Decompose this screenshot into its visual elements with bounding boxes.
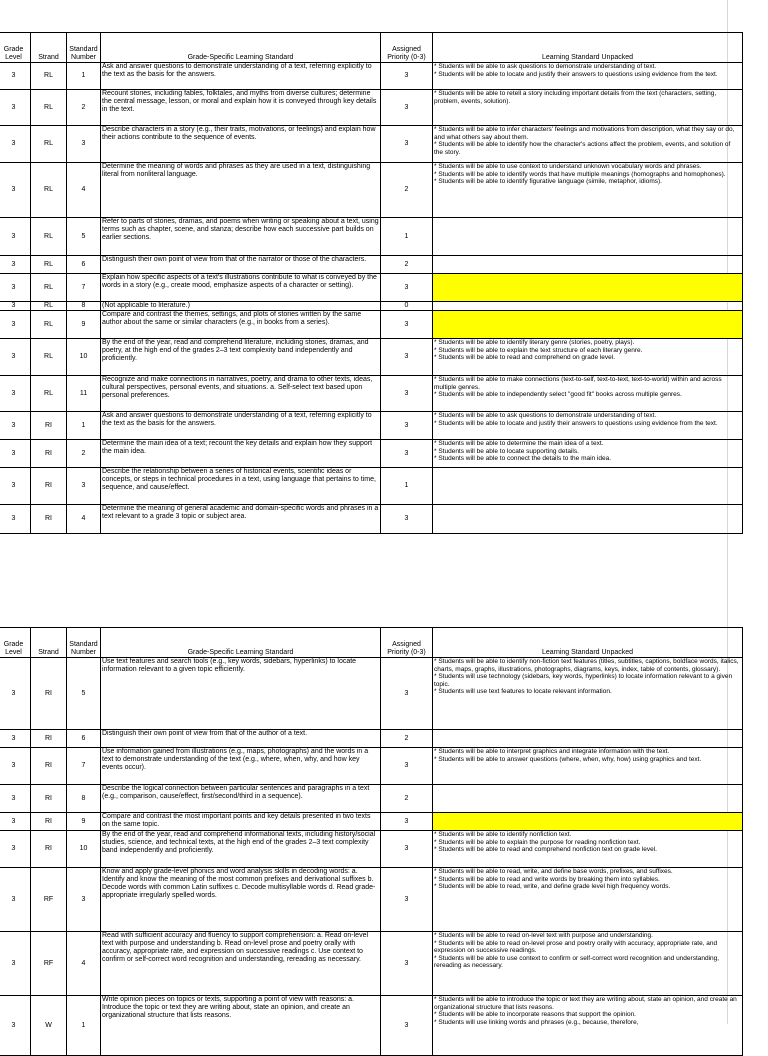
standard-text-cell: Write opinion pieces on topics or texts, supporting a point of view with reasons: a. Introduce the topic or text they are writing about, state an opinion, and create an organizational structure that lists reasons. <box>101 996 381 1056</box>
priority-cell: 3 <box>381 658 433 730</box>
priority-cell: 3 <box>381 868 433 932</box>
unpacked-line: * Students will be able to independently select "good fit" books across multiple genres. <box>434 391 682 398</box>
unpacked-line: * Students will use technology (sidebars, key words, hyperlinks) to locate information relevant to a given topic. <box>434 673 733 688</box>
unpacked-line: * Students will be able to answer questions (where, when, why, how) using graphics and text. <box>434 755 702 763</box>
table-row <box>0 505 743 534</box>
standard-text-cell: Recognize and make connections in narratives, poetry, and drama to other texts, ideas, cultural perspectives, personal events, and situations. a. Self-select text based upon personal preferences. <box>101 376 381 412</box>
unpacked-line: * Students will be able to interpret graphics and integrate information with the text. <box>434 748 670 755</box>
unpacked-cell <box>433 831 743 868</box>
standard-number-cell: 9 <box>67 813 101 831</box>
unpacked-line: * Students will be able to locate and justify their answers to questions using evidence from the text. <box>434 70 718 78</box>
standard-number-cell: 9 <box>67 311 101 339</box>
header-strand: Strand <box>31 628 67 658</box>
standard-number-cell: 10 <box>67 339 101 376</box>
standard-number-cell: 11 <box>67 376 101 412</box>
grade-cell: 3 <box>0 730 31 748</box>
grade-cell: 3 <box>0 831 31 868</box>
standard-number-cell: 4 <box>67 163 101 218</box>
grade-cell: 3 <box>0 440 31 468</box>
unpacked-cell <box>433 218 743 256</box>
grade-cell: 3 <box>0 163 31 218</box>
header-grade-level: Grade Level <box>0 33 31 63</box>
table-row <box>0 996 743 1056</box>
priority-cell: 3 <box>381 63 433 90</box>
unpacked-line: * Students will be able to identify literary genre (stories, poetry, plays). <box>434 339 635 346</box>
standard-number-cell: 8 <box>67 302 101 311</box>
strand-cell: RL <box>31 311 67 339</box>
unpacked-cell <box>433 730 743 748</box>
priority-cell: 3 <box>381 412 433 440</box>
standard-number-cell: 10 <box>67 831 101 868</box>
table-row <box>0 868 743 932</box>
unpacked-cell <box>433 813 743 831</box>
standard-text-cell: Distinguish their own point of view from that of the author of a text. <box>101 730 381 748</box>
strand-cell: RL <box>31 163 67 218</box>
standards-table-2-wrapper <box>0 627 768 1029</box>
table-row <box>0 376 743 412</box>
standard-number-cell: 2 <box>67 90 101 126</box>
strand-cell: RL <box>31 302 67 311</box>
table-row <box>0 90 743 126</box>
grade-cell: 3 <box>0 785 31 813</box>
grade-cell: 3 <box>0 932 31 996</box>
unpacked-line: * Students will be able to identify non-fiction text features (titles, subtitles, captions, boldface words, italics, charts, maps, graphs, illustrations, photographs, diagrams, keys, index, table of contents, glossary). <box>434 658 739 673</box>
unpacked-cell <box>433 748 743 785</box>
priority-cell: 3 <box>381 932 433 996</box>
strand-cell: RI <box>31 748 67 785</box>
unpacked-line: * Students will be able to read and comprehend nonfiction text on grade level. <box>434 846 657 853</box>
table-row <box>0 813 743 831</box>
table-row <box>0 730 743 748</box>
standard-text-cell: Know and apply grade-level phonics and word analysis skills in decoding words: a. Identify and know the meaning of the most common prefixes and derivational suffixes b. Decode words with common Latin suffixes c. Decode multisyllable words d. Read grade-appropriate irregularly spelled words. <box>101 868 381 932</box>
standard-number-cell: 7 <box>67 748 101 785</box>
table-row <box>0 126 743 163</box>
unpacked-line: * Students will be able to identify figurative language (simile, metaphor, idioms). <box>434 178 662 185</box>
standard-number-cell: 3 <box>67 868 101 932</box>
unpacked-cell <box>433 63 743 90</box>
table-row <box>0 831 743 868</box>
unpacked-line: * Students will be able to read, write, and define grade level high frequency words. <box>434 883 671 890</box>
header-standard-number: Standard Number <box>67 628 101 658</box>
grade-cell: 3 <box>0 218 31 256</box>
standard-text-cell: Read with sufficient accuracy and fluency to support comprehension: a. Read on-level text with purpose and understanding b. Read on-level prose and poetry orally with accuracy, appropriate rate, and expression on successive readings c. Use context to confirm or self-correct word recognition and understanding, rereading as necessary. <box>101 932 381 996</box>
header-learning-standard: Grade-Specific Learning Standard <box>101 33 381 63</box>
header-grade-level: Grade Level <box>0 628 31 658</box>
unpacked-cell <box>433 658 743 730</box>
grade-cell: 3 <box>0 274 31 302</box>
standard-text-cell: By the end of the year, read and comprehend literature, including stories, dramas, and poetry, at the high end of the grades 2–3 text complexity band independently and proficiently. <box>101 339 381 376</box>
unpacked-cell <box>433 468 743 505</box>
priority-cell: 3 <box>381 831 433 868</box>
strand-cell: RL <box>31 274 67 302</box>
unpacked-line: * Students will be able to read and comprehend on grade level. <box>434 354 616 361</box>
priority-cell: 3 <box>381 505 433 534</box>
priority-cell: 1 <box>381 468 433 505</box>
strand-cell: RI <box>31 831 67 868</box>
strand-cell: RF <box>31 868 67 932</box>
table-row <box>0 311 743 339</box>
table-row <box>0 748 743 785</box>
unpacked-cell <box>433 339 743 376</box>
unpacked-line: * Students will be able to read on-level text with purpose and understanding. <box>434 932 653 939</box>
grade-cell: 3 <box>0 748 31 785</box>
unpacked-cell <box>433 505 743 534</box>
unpacked-line: * Students will be able to connect the details to the main idea. <box>434 455 612 462</box>
header-row <box>0 33 743 63</box>
table-row <box>0 658 743 730</box>
table-row <box>0 274 743 302</box>
unpacked-cell <box>433 785 743 813</box>
unpacked-line: * Students will be able to locate supporting details. <box>434 447 579 455</box>
table-row <box>0 63 743 90</box>
grade-cell: 3 <box>0 468 31 505</box>
priority-cell: 3 <box>381 339 433 376</box>
strand-cell: RI <box>31 813 67 831</box>
standard-text-cell: (Not applicable to literature.) <box>101 302 381 311</box>
standard-number-cell: 1 <box>67 63 101 90</box>
table-row <box>0 339 743 376</box>
standard-text-cell: Compare and contrast the themes, settings, and plots of stories written by the same author about the same or similar characters (e.g., in books from a series). <box>101 311 381 339</box>
grade-cell: 3 <box>0 126 31 163</box>
strand-cell: RL <box>31 63 67 90</box>
unpacked-line: * Students will be able to determine the main idea of a text. <box>434 440 604 447</box>
standard-number-cell: 5 <box>67 218 101 256</box>
table-row <box>0 932 743 996</box>
strand-cell: RL <box>31 126 67 163</box>
unpacked-line: * Students will be able to make connections (text-to-self, text-to-text, text-to-world) within and across multiple genres. <box>434 376 722 391</box>
unpacked-cell <box>433 302 743 311</box>
grade-cell: 3 <box>0 505 31 534</box>
grade-cell: 3 <box>0 658 31 730</box>
grade-cell: 3 <box>0 996 31 1056</box>
priority-cell: 2 <box>381 785 433 813</box>
header-assigned-priority: Assigned Priority (0-3) <box>381 33 433 63</box>
unpacked-line: * Students will be able to ask questions to demonstrate understanding of text. <box>434 63 657 70</box>
priority-cell: 2 <box>381 730 433 748</box>
header-learning-standard: Grade-Specific Learning Standard <box>101 628 381 658</box>
unpacked-line: * Students will be able to read, write, and define base words, prefixes, and suffixes. <box>434 868 673 875</box>
standard-text-cell: Determine the main idea of a text; recount the key details and explain how they support the main idea. <box>101 440 381 468</box>
standards-table-1-wrapper <box>0 32 768 544</box>
unpacked-line: * Students will be able to infer characters' feelings and motivations from description, what they say or do, and what others say about them. <box>434 126 735 141</box>
standard-text-cell: Describe the logical connection between particular sentences and paragraphs in a text (e.g., comparison, cause/effect, first/second/third in a sequence). <box>101 785 381 813</box>
grade-cell: 3 <box>0 302 31 311</box>
priority-cell: 2 <box>381 256 433 274</box>
standard-text-cell: Distinguish their own point of view from that of the narrator or those of the characters. <box>101 256 381 274</box>
unpacked-line: * Students will be able to explain the purpose for reading nonfiction text. <box>434 838 641 846</box>
unpacked-cell <box>433 868 743 932</box>
standard-number-cell: 2 <box>67 440 101 468</box>
unpacked-cell <box>433 274 743 302</box>
unpacked-cell <box>433 311 743 339</box>
strand-cell: RF <box>31 932 67 996</box>
standard-text-cell: Use information gained from illustrations (e.g., maps, photographs) and the words in a text to demonstrate understanding of the text (e.g., where, when, why, and how key events occur). <box>101 748 381 785</box>
priority-cell: 3 <box>381 90 433 126</box>
standard-text-cell: Use text features and search tools (e.g., key words, sidebars, hyperlinks) to locate information relevant to a given topic efficiently. <box>101 658 381 730</box>
standard-number-cell: 1 <box>67 996 101 1056</box>
grade-cell: 3 <box>0 311 31 339</box>
table-row <box>0 256 743 274</box>
grade-cell: 3 <box>0 90 31 126</box>
strand-cell: RL <box>31 256 67 274</box>
strand-cell: RI <box>31 785 67 813</box>
unpacked-cell <box>433 932 743 996</box>
header-row <box>0 628 743 658</box>
unpacked-line: * Students will be able to use context to confirm or self-correct word recognition and understanding, rereading as necessary. <box>434 954 720 969</box>
standard-text-cell: Explain how specific aspects of a text's illustrations contribute to what is conveyed by the words in a story (e.g., create mood, emphasize aspects of a character or setting). <box>101 274 381 302</box>
standard-number-cell: 6 <box>67 256 101 274</box>
table-row <box>0 785 743 813</box>
unpacked-cell <box>433 996 743 1056</box>
grade-cell: 3 <box>0 412 31 440</box>
priority-cell: 1 <box>381 218 433 256</box>
standard-text-cell: Determine the meaning of words and phrases as they are used in a text, distinguishing literal from nonliteral language. <box>101 163 381 218</box>
strand-cell: RI <box>31 730 67 748</box>
standard-number-cell: 1 <box>67 412 101 440</box>
strand-cell: RI <box>31 658 67 730</box>
standard-number-cell: 8 <box>67 785 101 813</box>
standard-number-cell: 4 <box>67 932 101 996</box>
unpacked-cell <box>433 256 743 274</box>
unpacked-line: * Students will be able to read and write words by breaking them into syllables. <box>434 875 660 883</box>
priority-cell: 3 <box>381 440 433 468</box>
table-row <box>0 302 743 311</box>
unpacked-line: * Students will be able to ask questions to demonstrate understanding of text. <box>434 412 657 419</box>
strand-cell: W <box>31 996 67 1056</box>
header-assigned-priority: Assigned Priority (0-3) <box>381 628 433 658</box>
unpacked-line: * Students will be able to retell a story including important details from the text (characters, setting, problem, events, solution). <box>434 90 717 105</box>
table-row <box>0 163 743 218</box>
unpacked-cell <box>433 163 743 218</box>
unpacked-line: * Students will use linking words and phrases (e.g., because, therefore, <box>434 1018 639 1026</box>
header-standard-unpacked: Learning Standard Unpacked <box>433 33 743 63</box>
standard-number-cell: 6 <box>67 730 101 748</box>
table-row <box>0 468 743 505</box>
grade-cell: 3 <box>0 868 31 932</box>
unpacked-line: * Students will be able to introduce the topic or text they are writing about, state an opinion, and create an organizational structure that lists reasons. <box>434 996 737 1011</box>
table-row <box>0 218 743 256</box>
unpacked-line: * Students will be able to use context to understand unknown vocabulary words and phrases. <box>434 163 702 170</box>
priority-cell: 3 <box>381 813 433 831</box>
unpacked-cell <box>433 126 743 163</box>
standard-text-cell: Describe characters in a story (e.g., their traits, motivations, or feelings) and explain how their actions contribute to the sequence of events. <box>101 126 381 163</box>
strand-cell: RL <box>31 218 67 256</box>
table-row <box>0 440 743 468</box>
unpacked-line: * Students will use text features to locate relevant information. <box>434 688 612 695</box>
priority-cell: 3 <box>381 748 433 785</box>
strand-cell: RI <box>31 412 67 440</box>
strand-cell: RI <box>31 505 67 534</box>
grade-cell: 3 <box>0 376 31 412</box>
grade-cell: 3 <box>0 256 31 274</box>
strand-cell: RI <box>31 440 67 468</box>
priority-cell: 3 <box>381 376 433 412</box>
unpacked-line: * Students will be able to identify how the character's actions affect the problem, events, and solution of the story. <box>434 141 731 156</box>
priority-cell: 3 <box>381 126 433 163</box>
priority-cell: 3 <box>381 311 433 339</box>
unpacked-line: * Students will be able to read on-level prose and poetry orally with accuracy, appropriate rate, and expression on successive readings. <box>434 939 718 954</box>
standard-text-cell: Refer to parts of stories, dramas, and poems when writing or speaking about a text, using terms such as chapter, scene, and stanza; describe how each successive part builds on earlier sections. <box>101 218 381 256</box>
standard-number-cell: 5 <box>67 658 101 730</box>
standard-text-cell: Ask and answer questions to demonstrate understanding of a text, referring explicitly to the text as the basis for the answers. <box>101 412 381 440</box>
unpacked-line: * Students will be able to identify words that have multiple meanings (homographs and homophones). <box>434 170 726 178</box>
strand-cell: RL <box>31 376 67 412</box>
unpacked-cell <box>433 376 743 412</box>
strand-cell: RL <box>31 90 67 126</box>
priority-cell: 3 <box>381 996 433 1056</box>
unpacked-line: * Students will be able to incorporate reasons that support the opinion. <box>434 1011 636 1018</box>
unpacked-line: * Students will be able to explain the text structure of each literary genre. <box>434 346 643 354</box>
header-standard-number: Standard Number <box>67 33 101 63</box>
standard-number-cell: 4 <box>67 505 101 534</box>
header-strand: Strand <box>31 33 67 63</box>
standard-text-cell: By the end of the year, read and comprehend informational texts, including history/social studies, science, and technical texts, at the high end of the grades 2–3 text complexity band independently and proficiently. <box>101 831 381 868</box>
unpacked-cell <box>433 440 743 468</box>
unpacked-line: * Students will be able to locate and justify their answers to questions using evidence from the text. <box>434 419 718 427</box>
unpacked-cell <box>433 90 743 126</box>
standard-text-cell: Determine the meaning of general academic and domain-specific words and phrases in a text relevant to a grade 3 topic or subject area. <box>101 505 381 534</box>
table-row <box>0 412 743 440</box>
standards-table-2 <box>0 627 743 1056</box>
unpacked-cell <box>433 412 743 440</box>
strand-cell: RL <box>31 339 67 376</box>
standard-text-cell: Recount stories, including fables, folktales, and myths from diverse cultures; determine the central message, lesson, or moral and explain how it is conveyed through key details in the text. <box>101 90 381 126</box>
grade-cell: 3 <box>0 813 31 831</box>
standard-number-cell: 3 <box>67 126 101 163</box>
priority-cell: 3 <box>381 274 433 302</box>
standard-text-cell: Ask and answer questions to demonstrate understanding of a text, referring explicitly to the text as the basis for the answers. <box>101 63 381 90</box>
priority-cell: 0 <box>381 302 433 311</box>
unpacked-line: * Students will be able to identify nonfiction text. <box>434 831 572 838</box>
standard-text-cell: Describe the relationship between a series of historical events, scientific ideas or concepts, or steps in technical procedures in a text, using language that pertains to time, sequence, and cause/effect. <box>101 468 381 505</box>
standard-number-cell: 3 <box>67 468 101 505</box>
grade-cell: 3 <box>0 339 31 376</box>
header-standard-unpacked: Learning Standard Unpacked <box>433 628 743 658</box>
priority-cell: 2 <box>381 163 433 218</box>
standard-text-cell: Compare and contrast the most important points and key details presented in two texts on the same topic. <box>101 813 381 831</box>
standard-number-cell: 7 <box>67 274 101 302</box>
grade-cell: 3 <box>0 63 31 90</box>
standards-table-1 <box>0 32 743 534</box>
strand-cell: RI <box>31 468 67 505</box>
